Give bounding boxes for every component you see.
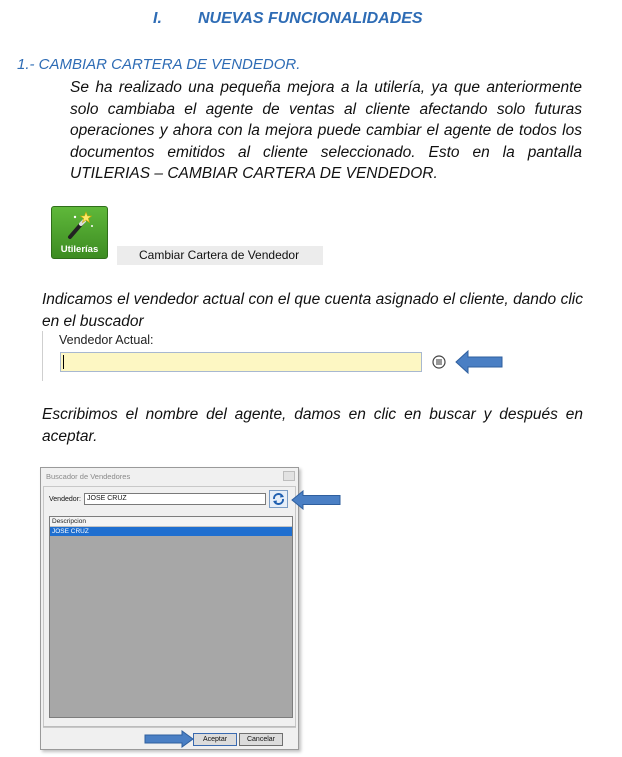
vendor-search-dialog	[40, 467, 299, 750]
utilerias-tile-label: Utilerías	[60, 244, 99, 255]
heading-title: NUEVAS FUNCIONALIDADES	[198, 10, 423, 27]
section-title: 1.- CAMBIAR CARTERA DE VENDEDOR.	[17, 56, 301, 73]
arrow-pointer-icon	[454, 349, 504, 375]
list-item[interactable]: JOSE CRUZ	[50, 527, 292, 536]
dialog-vendor-label: Vendedor:	[49, 496, 81, 503]
vendor-actual-input[interactable]	[60, 352, 422, 372]
dialog-vendor-input[interactable]: JOSE CRUZ	[84, 493, 266, 505]
refresh-icon	[271, 492, 286, 506]
heading-number: I.	[153, 10, 162, 27]
step1-paragraph: Indicamos el vendedor actual con el que cuenta asignado el cliente, dando clic en el buscador	[42, 291, 583, 330]
intro-paragraph: Se ha realizado una pequeña mejora a la utilería, ya que anteriormente solo cambiaba el agente de ventas al cliente afectando solo futuras operaciones y ahora con la mejora puede cambiar el agente de todos los documentos emitidos al cliente seleccionado. Esto en la pantalla UTILERIAS – CAMBIAR CARTERA DE VENDEDOR.	[70, 79, 582, 182]
vendor-actual-label: Vendedor Actual:	[59, 333, 154, 347]
arrow-pointer-icon	[291, 490, 341, 510]
dialog-title: Buscador de Vendedores	[46, 472, 131, 481]
utilerias-tile[interactable]	[51, 206, 108, 259]
accept-button[interactable]: Aceptar	[193, 733, 237, 746]
cancel-button[interactable]: Cancelar	[239, 733, 283, 746]
dialog-divider	[43, 726, 296, 727]
results-list[interactable]	[49, 516, 293, 718]
list-column-header[interactable]: Descripcion	[50, 517, 292, 527]
step2-paragraph: Escribimos el nombre del agente, damos en clic en buscar y después en aceptar.	[42, 406, 583, 445]
document-heading	[0, 8, 622, 30]
magic-wand-icon	[66, 210, 94, 240]
dialog-search-button[interactable]	[269, 490, 288, 508]
arrow-pointer-icon	[144, 730, 194, 748]
text-caret	[63, 355, 64, 369]
menu-item-cambiar-cartera[interactable]: Cambiar Cartera de Vendedor	[117, 246, 323, 265]
dialog-close-button[interactable]	[283, 471, 295, 481]
search-list-icon[interactable]	[432, 355, 446, 369]
